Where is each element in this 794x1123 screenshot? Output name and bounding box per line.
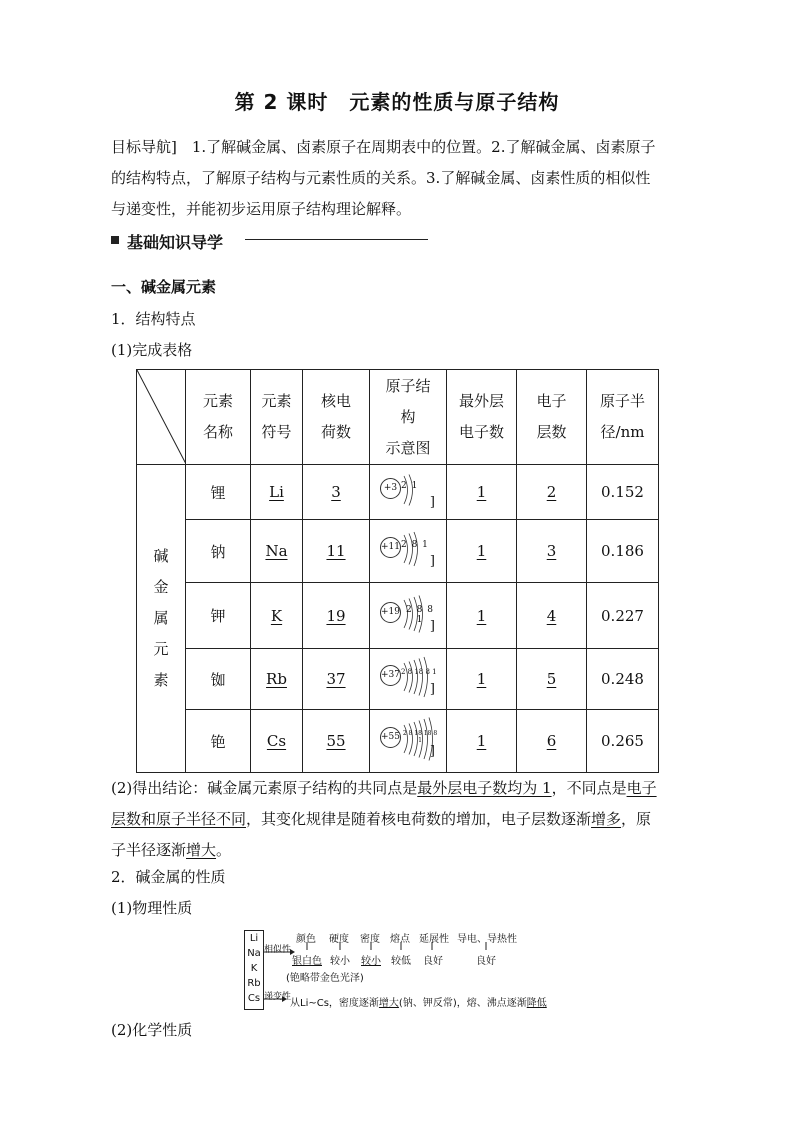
gradual-label: 递变性 <box>264 992 292 1002</box>
atomic-radius: 0.265 <box>587 710 659 773</box>
atomic-radius: 0.152 <box>587 465 659 520</box>
header-cell: 原子结 构 示意图 <box>370 370 447 465</box>
header-cell: 最外层 电子数 <box>447 370 517 465</box>
property-value: 较小 <box>361 956 381 967</box>
electron-layers: 4 <box>517 583 587 649</box>
sub-heading: (2)化学性质 <box>111 1021 193 1039</box>
element-symbol: Cs <box>251 710 303 773</box>
learning-objectives <box>111 132 686 225</box>
table-header-row <box>137 370 659 465</box>
conclusion-paragraph: (2)得出结论：碱金属元素原子结构的共同点是最外层电子数均为 1，不同点是电子 层数和原子半径不同，其变化规律是随着核电荷数的增加，电子层数逐渐增多，原 子半径逐渐增大。 <box>111 779 657 859</box>
atomic-radius: 0.186 <box>587 520 659 583</box>
element-name: 铷 <box>186 649 251 710</box>
electron-layers: 2 <box>517 465 587 520</box>
section-heading: 一、碱金属元素 <box>111 278 217 296</box>
objectives-line: 与递变性，并能初步运用原子结构理论解释。 <box>111 200 412 218</box>
header-rule <box>245 239 428 240</box>
square-bullet-icon <box>111 236 119 244</box>
property-value: 较小 <box>330 956 350 967</box>
atomic-structure-diagram: +55 2 8 18 18 8 1 ] <box>370 710 447 773</box>
page-title: 第 2 课时 元素的性质与原子结构 <box>234 90 560 114</box>
trend-text: 从Li~Cs，密度逐渐增大(钠、钾反常)，熔、沸点逐渐降低 <box>290 998 547 1009</box>
sub-heading: (1)完成表格 <box>111 341 193 359</box>
nuclear-charge: 37 <box>303 649 370 710</box>
atomic-radius: 0.248 <box>587 649 659 710</box>
table-row <box>137 649 659 710</box>
nuclear-charge: 55 <box>303 710 370 773</box>
header-cell: 原子半 径/nm <box>587 370 659 465</box>
electron-shell-arc <box>409 662 413 693</box>
sub-heading: (1)物理性质 <box>111 899 193 917</box>
header-cell: 元素 符号 <box>251 370 303 465</box>
element-symbol: Na <box>251 520 303 583</box>
electron-shell-arc <box>424 657 428 697</box>
section-header-text: 基础知识导学 <box>127 233 224 252</box>
element-symbol: Li <box>251 465 303 520</box>
element-name: 铯 <box>186 710 251 773</box>
table-row <box>137 710 659 773</box>
element-list-box: Li Na K Rb Cs <box>244 930 264 1010</box>
electron-shell-arc <box>414 660 418 694</box>
property-value: 较低 <box>391 956 411 967</box>
diagonal-header-cell <box>137 370 186 465</box>
element-name: 锂 <box>186 465 251 520</box>
outer-electrons: 1 <box>447 583 517 649</box>
electron-shell-arc <box>419 659 423 696</box>
cesium-note: (铯略带金色光泽) <box>286 973 364 984</box>
nuclear-charge: 3 <box>303 465 370 520</box>
property-label: 延展性 <box>419 934 449 945</box>
property-label: 颜色 <box>296 934 316 945</box>
atomic-structure-diagram: +3 2 1 ] <box>370 465 447 520</box>
objectives-line: 目标导航] 1.了解碱金属、卤素原子在周期表中的位置。2.了解碱金属、卤素原子 <box>111 138 656 156</box>
atomic-structure-diagram: +19 2 8 8 1 ] <box>370 583 447 649</box>
atomic-structure-diagram: +11 2 8 1 ] <box>370 520 447 583</box>
group-label-cell: 碱 金 属 元 素 <box>137 465 186 773</box>
outer-electrons: 1 <box>447 520 517 583</box>
property-label: 密度 <box>360 934 380 945</box>
section-header <box>111 228 441 254</box>
table-row <box>137 465 659 520</box>
header-cell: 电子 层数 <box>517 370 587 465</box>
property-label: 导电、导热性 <box>457 934 517 945</box>
table-row <box>137 583 659 649</box>
alkali-metal-table <box>136 369 659 773</box>
outer-electrons: 1 <box>447 465 517 520</box>
property-label: 硬度 <box>329 934 349 945</box>
property-value: 良好 <box>423 956 443 967</box>
element-name: 钠 <box>186 520 251 583</box>
header-cell: 元素 名称 <box>186 370 251 465</box>
objectives-line: 的结构特点，了解原子结构与元素性质的关系。3.了解碱金属、卤素性质的相似性 <box>111 169 651 187</box>
nuclear-charge: 19 <box>303 583 370 649</box>
electron-layers: 3 <box>517 520 587 583</box>
outer-electrons: 1 <box>447 649 517 710</box>
element-symbol: K <box>251 583 303 649</box>
element-symbol: Rb <box>251 649 303 710</box>
element-name: 钾 <box>186 583 251 649</box>
property-label: 熔点 <box>390 934 410 945</box>
header-cell: 核电 荷数 <box>303 370 370 465</box>
item-heading: 2．碱金属的性质 <box>111 868 226 886</box>
electron-layers: 6 <box>517 710 587 773</box>
item-heading: 1．结构特点 <box>111 310 196 328</box>
physical-properties-diagram <box>244 928 564 1012</box>
property-value: 银白色 <box>292 956 322 967</box>
property-value: 良好 <box>476 956 496 967</box>
table-row <box>137 520 659 583</box>
outer-electrons: 1 <box>447 710 517 773</box>
atomic-radius: 0.227 <box>587 583 659 649</box>
similarity-label: 相似性 <box>264 945 292 955</box>
nuclear-charge: 11 <box>303 520 370 583</box>
electron-layers: 5 <box>517 649 587 710</box>
atomic-structure-diagram: +37 2 8 18 8 1 ] <box>370 649 447 710</box>
